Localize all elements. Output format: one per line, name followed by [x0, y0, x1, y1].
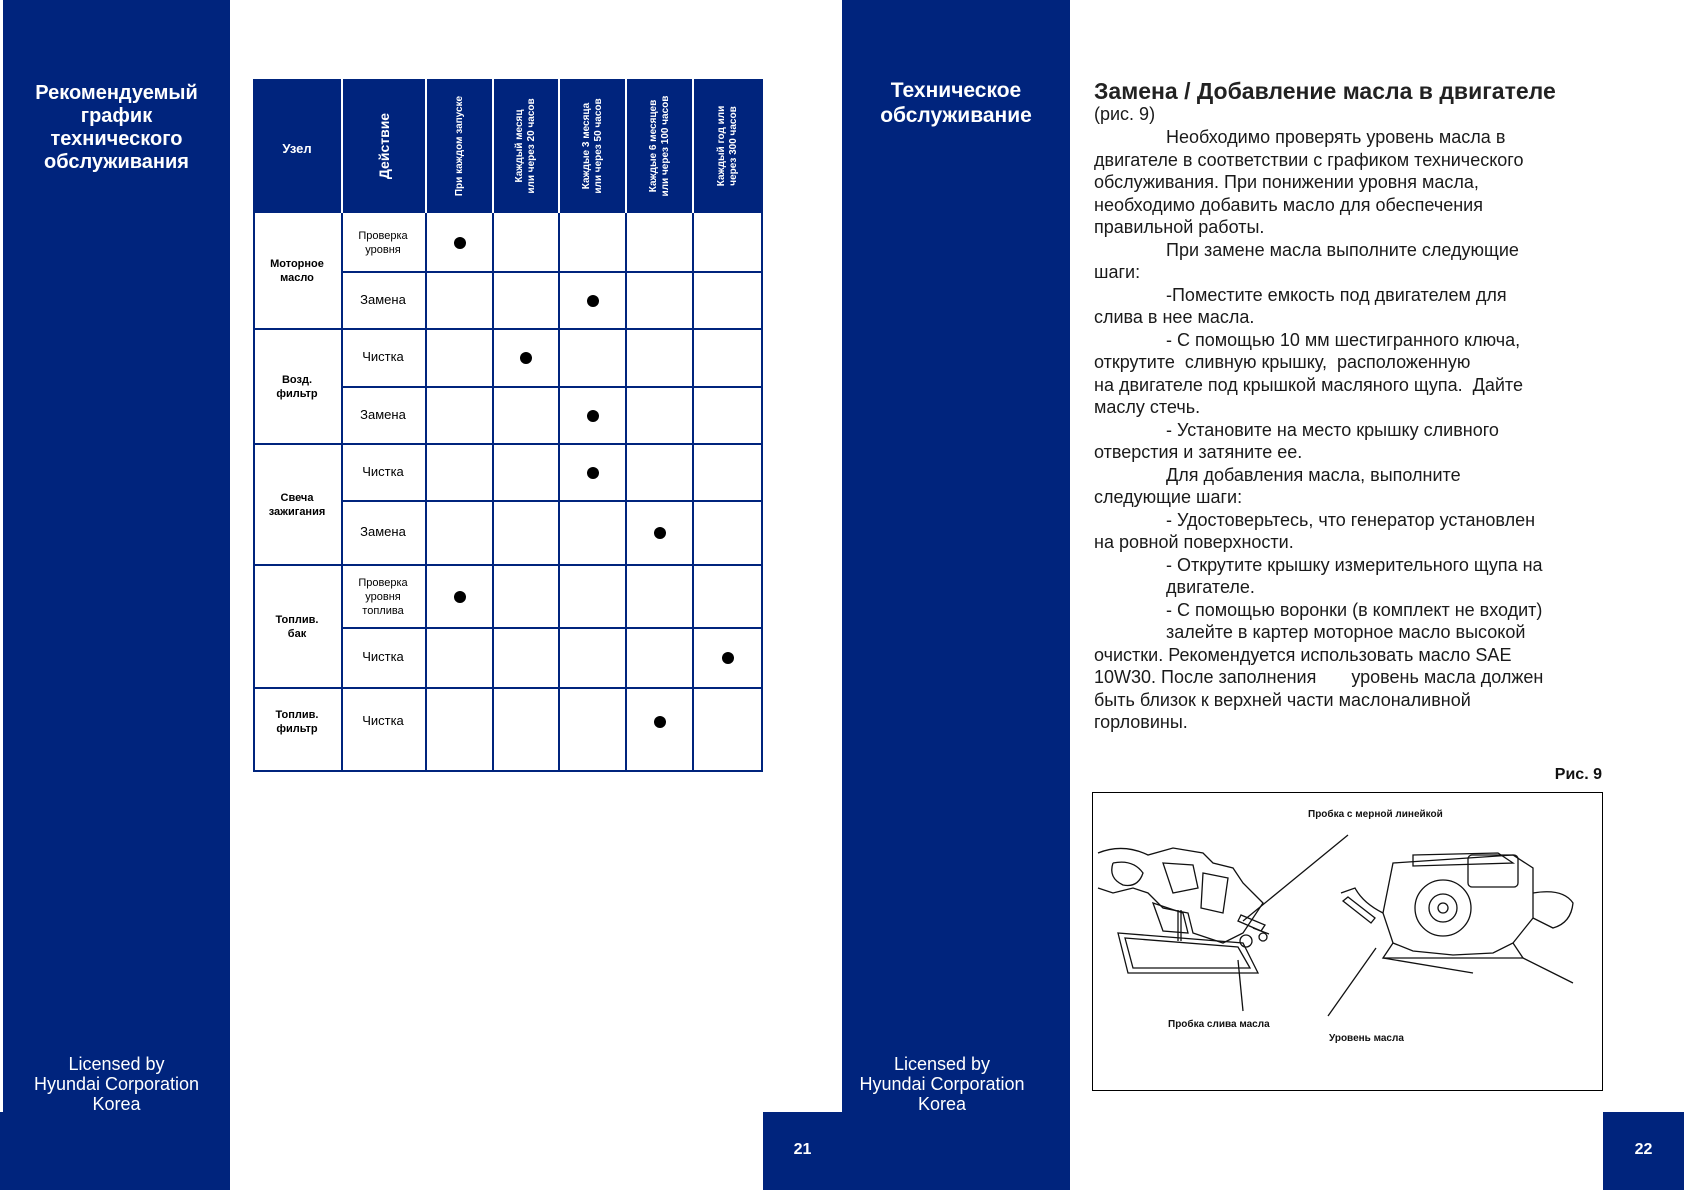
- schedule-mark: [520, 352, 532, 364]
- text-line: обслуживания. При понижении уровня масла,: [1094, 172, 1479, 192]
- text-line: открутите сливную крышку, расположенную: [1094, 352, 1471, 372]
- action-line: Чистка: [362, 463, 404, 479]
- left-page-number: 21: [793, 1141, 812, 1158]
- node-line: масло: [280, 272, 314, 284]
- header-separator: [492, 79, 494, 213]
- text-line: двигателе в соответствии с графиком технического: [1094, 149, 1524, 170]
- group-separator: [253, 687, 763, 689]
- text-line: - С помощью 10 мм шестигранного ключа,: [1166, 329, 1521, 350]
- header-action-label: Действие: [376, 112, 392, 180]
- text-line: - Удостоверьтесь, что генератор установлен: [1166, 509, 1536, 530]
- text-line: на двигателе под крышкой масляного щупа. Дайте: [1094, 374, 1523, 395]
- interval-line: или через 20 часов: [526, 98, 537, 194]
- schedule-mark: [654, 527, 666, 539]
- text-line: очистки. Рекомендуется использовать масло SAE: [1094, 644, 1512, 665]
- schedule-mark: [587, 467, 599, 479]
- table-border-right: [761, 79, 763, 772]
- text-line: Необходимо проверять уровень масла в: [1166, 127, 1506, 147]
- dipstick-label: Пробка с мерной линейкой: [1308, 809, 1443, 820]
- row-separator: [342, 627, 763, 629]
- text-line: горловины.: [1094, 712, 1188, 732]
- action-line: Замена: [360, 406, 406, 422]
- group-separator: [253, 564, 763, 566]
- text-line: залейте в картер моторное масло высокой: [1166, 622, 1526, 642]
- node-line: Топлив.: [275, 613, 319, 626]
- text-line: -Поместите емкость под двигателем для: [1166, 284, 1507, 305]
- action-line: топлива: [362, 604, 404, 617]
- action-line: Чистка: [362, 649, 404, 664]
- text-line: - Установите на место крышку сливного: [1166, 419, 1499, 440]
- interval-line: или через 100 часов: [659, 95, 671, 197]
- header-interval-label: [514, 86, 538, 206]
- header-separator: [425, 79, 427, 213]
- interval-line: Каждый месяц: [514, 109, 525, 183]
- text-line: двигателе.: [1166, 577, 1255, 597]
- header-separator: [558, 79, 560, 213]
- action-line: Замена: [360, 291, 406, 307]
- node-label: [253, 491, 341, 519]
- group-separator: [253, 328, 763, 330]
- action-line: Замена: [360, 524, 406, 539]
- text-line: необходимо добавить масло для обеспечения: [1094, 194, 1483, 215]
- node-label: [253, 708, 341, 736]
- text-line: на ровной поверхности.: [1094, 532, 1294, 552]
- node-line: фильтр: [276, 387, 318, 400]
- table-border-bottom: [253, 770, 763, 772]
- header-separator: [625, 79, 627, 213]
- action-line: Проверка: [358, 576, 408, 589]
- text-line: шаги:: [1094, 262, 1141, 282]
- row-separator: [342, 271, 763, 273]
- text-line: 10W30. После заполнения уровень масла должен: [1094, 667, 1544, 687]
- action-label: [343, 408, 423, 422]
- section-subheading: (рис. 9): [1094, 104, 1156, 124]
- action-label: [343, 714, 423, 728]
- figure-caption: Рис. 9: [1554, 766, 1602, 783]
- right-sidebar: [842, 0, 1070, 1190]
- section-heading: Замена / Добавление масла в двигателе: [1094, 78, 1556, 104]
- left-sidebar: [3, 0, 230, 1190]
- group-separator: [253, 443, 763, 445]
- node-line: Топлив.: [275, 708, 319, 721]
- node-label: [253, 257, 341, 285]
- action-line: Проверка: [358, 229, 408, 242]
- left-sidebar-foot: [0, 1112, 20, 1190]
- text-line: При замене масла выполните следующие: [1166, 239, 1519, 260]
- schedule-mark: [722, 652, 734, 664]
- header-node-label: Узел: [282, 141, 312, 156]
- right-licensed-text: Licensed by Hyundai Corporation Korea: [859, 1054, 1025, 1114]
- schedule-mark: [454, 237, 466, 249]
- header-interval-label: [454, 86, 466, 206]
- figure-9: [1092, 792, 1603, 1091]
- text-line: следующие шаги:: [1094, 487, 1243, 507]
- node-line: бак: [287, 627, 307, 640]
- right-page-number: 22: [1634, 1141, 1653, 1158]
- text-line: быть близок к верхней части маслоналивной: [1094, 689, 1471, 710]
- maintenance-schedule-table: [253, 79, 763, 772]
- node-label: [253, 613, 341, 641]
- interval-line: через 300 часов: [728, 106, 739, 186]
- interval-line: Каждый год или: [716, 105, 727, 187]
- action-line: уровня: [365, 243, 401, 256]
- action-label: [343, 650, 423, 664]
- node-line: зажигания: [268, 505, 326, 518]
- header-interval-label: [581, 86, 605, 206]
- interval-line: Каждые 3 месяца: [580, 102, 592, 190]
- text-line: маслу стечь.: [1094, 397, 1201, 417]
- table-border-left: [253, 79, 255, 772]
- oil-level-label: Уровень масла: [1329, 1033, 1404, 1044]
- header-separator: [692, 79, 694, 213]
- action-label: [343, 465, 423, 479]
- action-line: уровня: [365, 590, 401, 603]
- instructions-text: [1094, 126, 1634, 734]
- interval-line: или через 50 часов: [592, 98, 604, 194]
- action-label: [343, 350, 423, 364]
- header-interval-label: [716, 86, 740, 206]
- header-interval-label: [648, 86, 672, 206]
- text-line: правильной работы.: [1094, 217, 1265, 237]
- action-line: Чистка: [362, 349, 404, 364]
- left-licensed-text: Licensed by Hyundai Corporation Korea: [33, 1054, 200, 1114]
- schedule-mark: [587, 410, 599, 422]
- left-sidebar-title: Рекомендуемый график технического обслуживания: [35, 82, 198, 173]
- schedule-mark: [654, 716, 666, 728]
- action-line: Чистка: [362, 712, 404, 728]
- row-separator: [342, 500, 763, 502]
- node-line: фильтр: [276, 722, 318, 735]
- row-separator: [342, 386, 763, 388]
- engine-oil-illustration: [1093, 793, 1602, 1090]
- interval-line: Каждые 6 месяцев: [647, 99, 659, 193]
- node-line: Свеча: [280, 491, 314, 504]
- action-label: [343, 525, 423, 539]
- schedule-mark: [454, 591, 466, 603]
- text-line: - Открутите крышку измерительного щупа на: [1166, 554, 1543, 575]
- right-sidebar-title: Техническое обслуживание: [880, 79, 1032, 127]
- drain-plug-label: Пробка слива масла: [1168, 1019, 1270, 1030]
- text-line: слива в нее масла.: [1094, 307, 1255, 327]
- node-label: [253, 373, 341, 401]
- node-line: Возд.: [281, 373, 313, 386]
- header-separator: [341, 79, 343, 213]
- schedule-mark: [587, 295, 599, 307]
- node-line: Моторное: [270, 258, 324, 270]
- interval-line: При каждом запуске: [453, 95, 465, 197]
- text-line: Для добавления масла, выполните: [1166, 464, 1461, 485]
- action-label: [343, 229, 423, 257]
- text-line: - С помощью воронки (в комплект не входит): [1166, 599, 1543, 620]
- text-line: отверстия и затяните ее.: [1094, 442, 1303, 462]
- action-label: [343, 293, 423, 307]
- action-label: [343, 576, 423, 618]
